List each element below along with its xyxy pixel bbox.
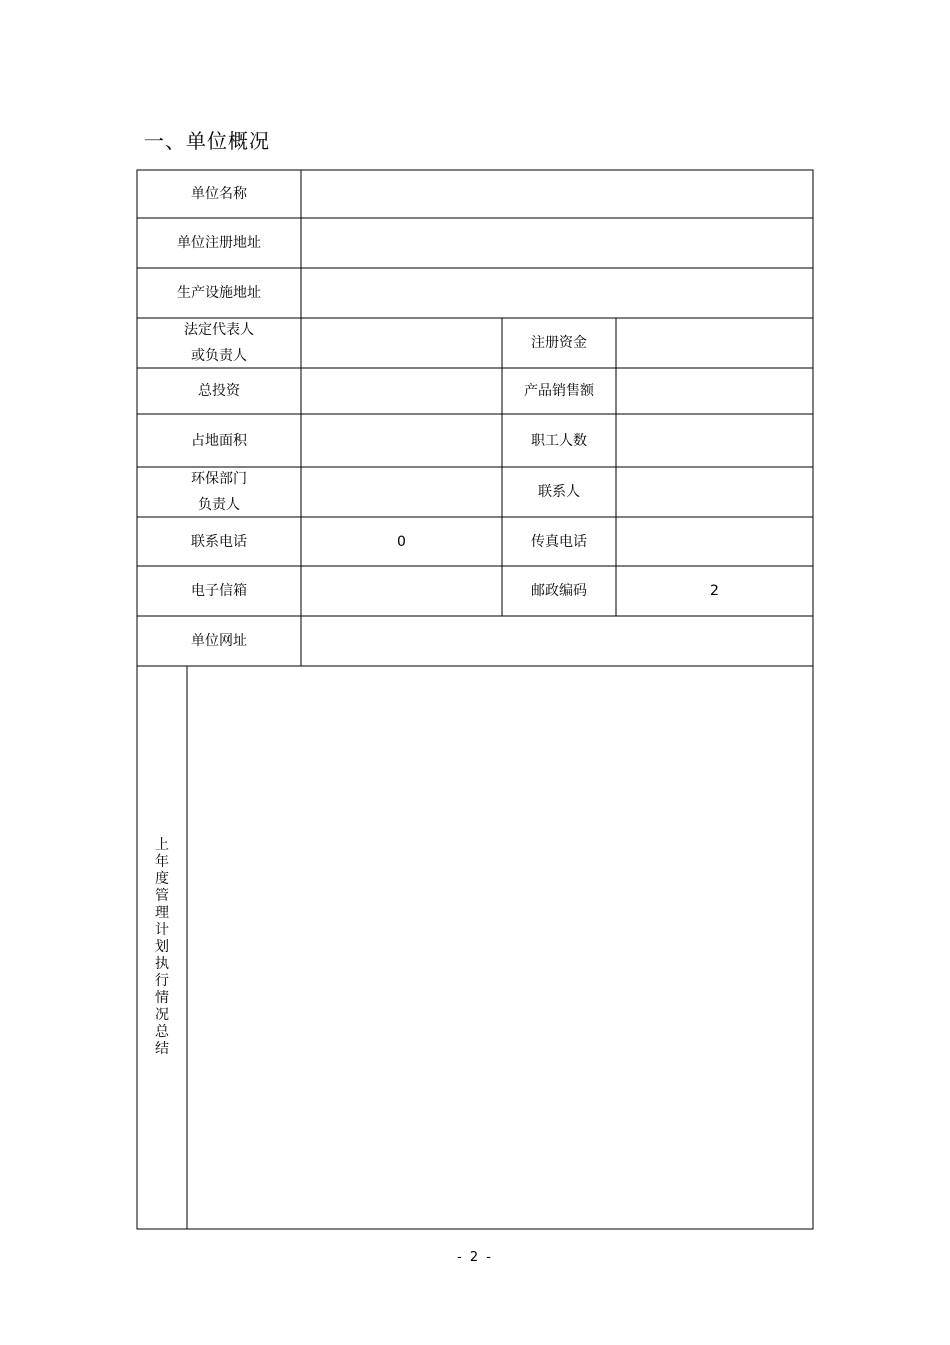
employees-field[interactable] [616,414,813,467]
registered-capital-field[interactable] [616,318,813,368]
legal-representative-field[interactable] [301,318,502,368]
website-field[interactable] [301,616,813,666]
summary-field[interactable] [187,666,813,1229]
legal-representative-label-line2: 或负责人 [191,348,247,364]
employees-label: 职工人数 [531,432,587,449]
contact-label: 联系人 [538,484,580,500]
total-investment-label: 总投资 [198,383,240,399]
facility-address-label: 生产设施地址 [177,285,261,301]
phone-label: 联系电话 [191,533,247,550]
postcode-field[interactable]: 2 [710,583,719,599]
email-label: 电子信箱 [191,583,247,599]
contact-field[interactable] [616,467,813,517]
registered-address-field[interactable] [301,218,813,268]
summary-label-cell [137,666,187,1229]
fax-label: 传真电话 [531,533,587,550]
page-number: - 2 - [457,1250,493,1265]
land-area-label: 占地面积 [191,432,247,449]
postcode-label: 邮政编码 [531,583,587,599]
env-head-field[interactable] [301,467,502,517]
sales-label: 产品销售额 [524,383,594,399]
sales-field[interactable] [616,368,813,414]
unit-name-field[interactable] [301,170,813,218]
fax-field[interactable] [616,517,813,566]
legal-representative-label-line1: 法定代表人 [184,322,254,338]
legal-representative-label [137,318,301,368]
facility-address-field[interactable] [301,268,813,318]
registered-capital-label: 注册资金 [531,335,587,351]
phone-field[interactable]: 0 [397,533,406,550]
total-investment-field[interactable] [301,368,502,414]
env-head-label-line2: 负责人 [198,497,240,513]
env-head-label-line1: 环保部门 [191,471,247,487]
env-head-label [137,467,301,517]
unit-name-label: 单位名称 [191,186,247,202]
summary-label: 上年度管理计划执行情况总结 [155,837,169,1057]
land-area-field[interactable] [301,414,502,467]
website-label: 单位网址 [191,633,247,649]
section-title: 一、单位概况 [144,129,270,153]
email-field[interactable] [301,566,502,616]
registered-address-label: 单位注册地址 [177,235,261,251]
